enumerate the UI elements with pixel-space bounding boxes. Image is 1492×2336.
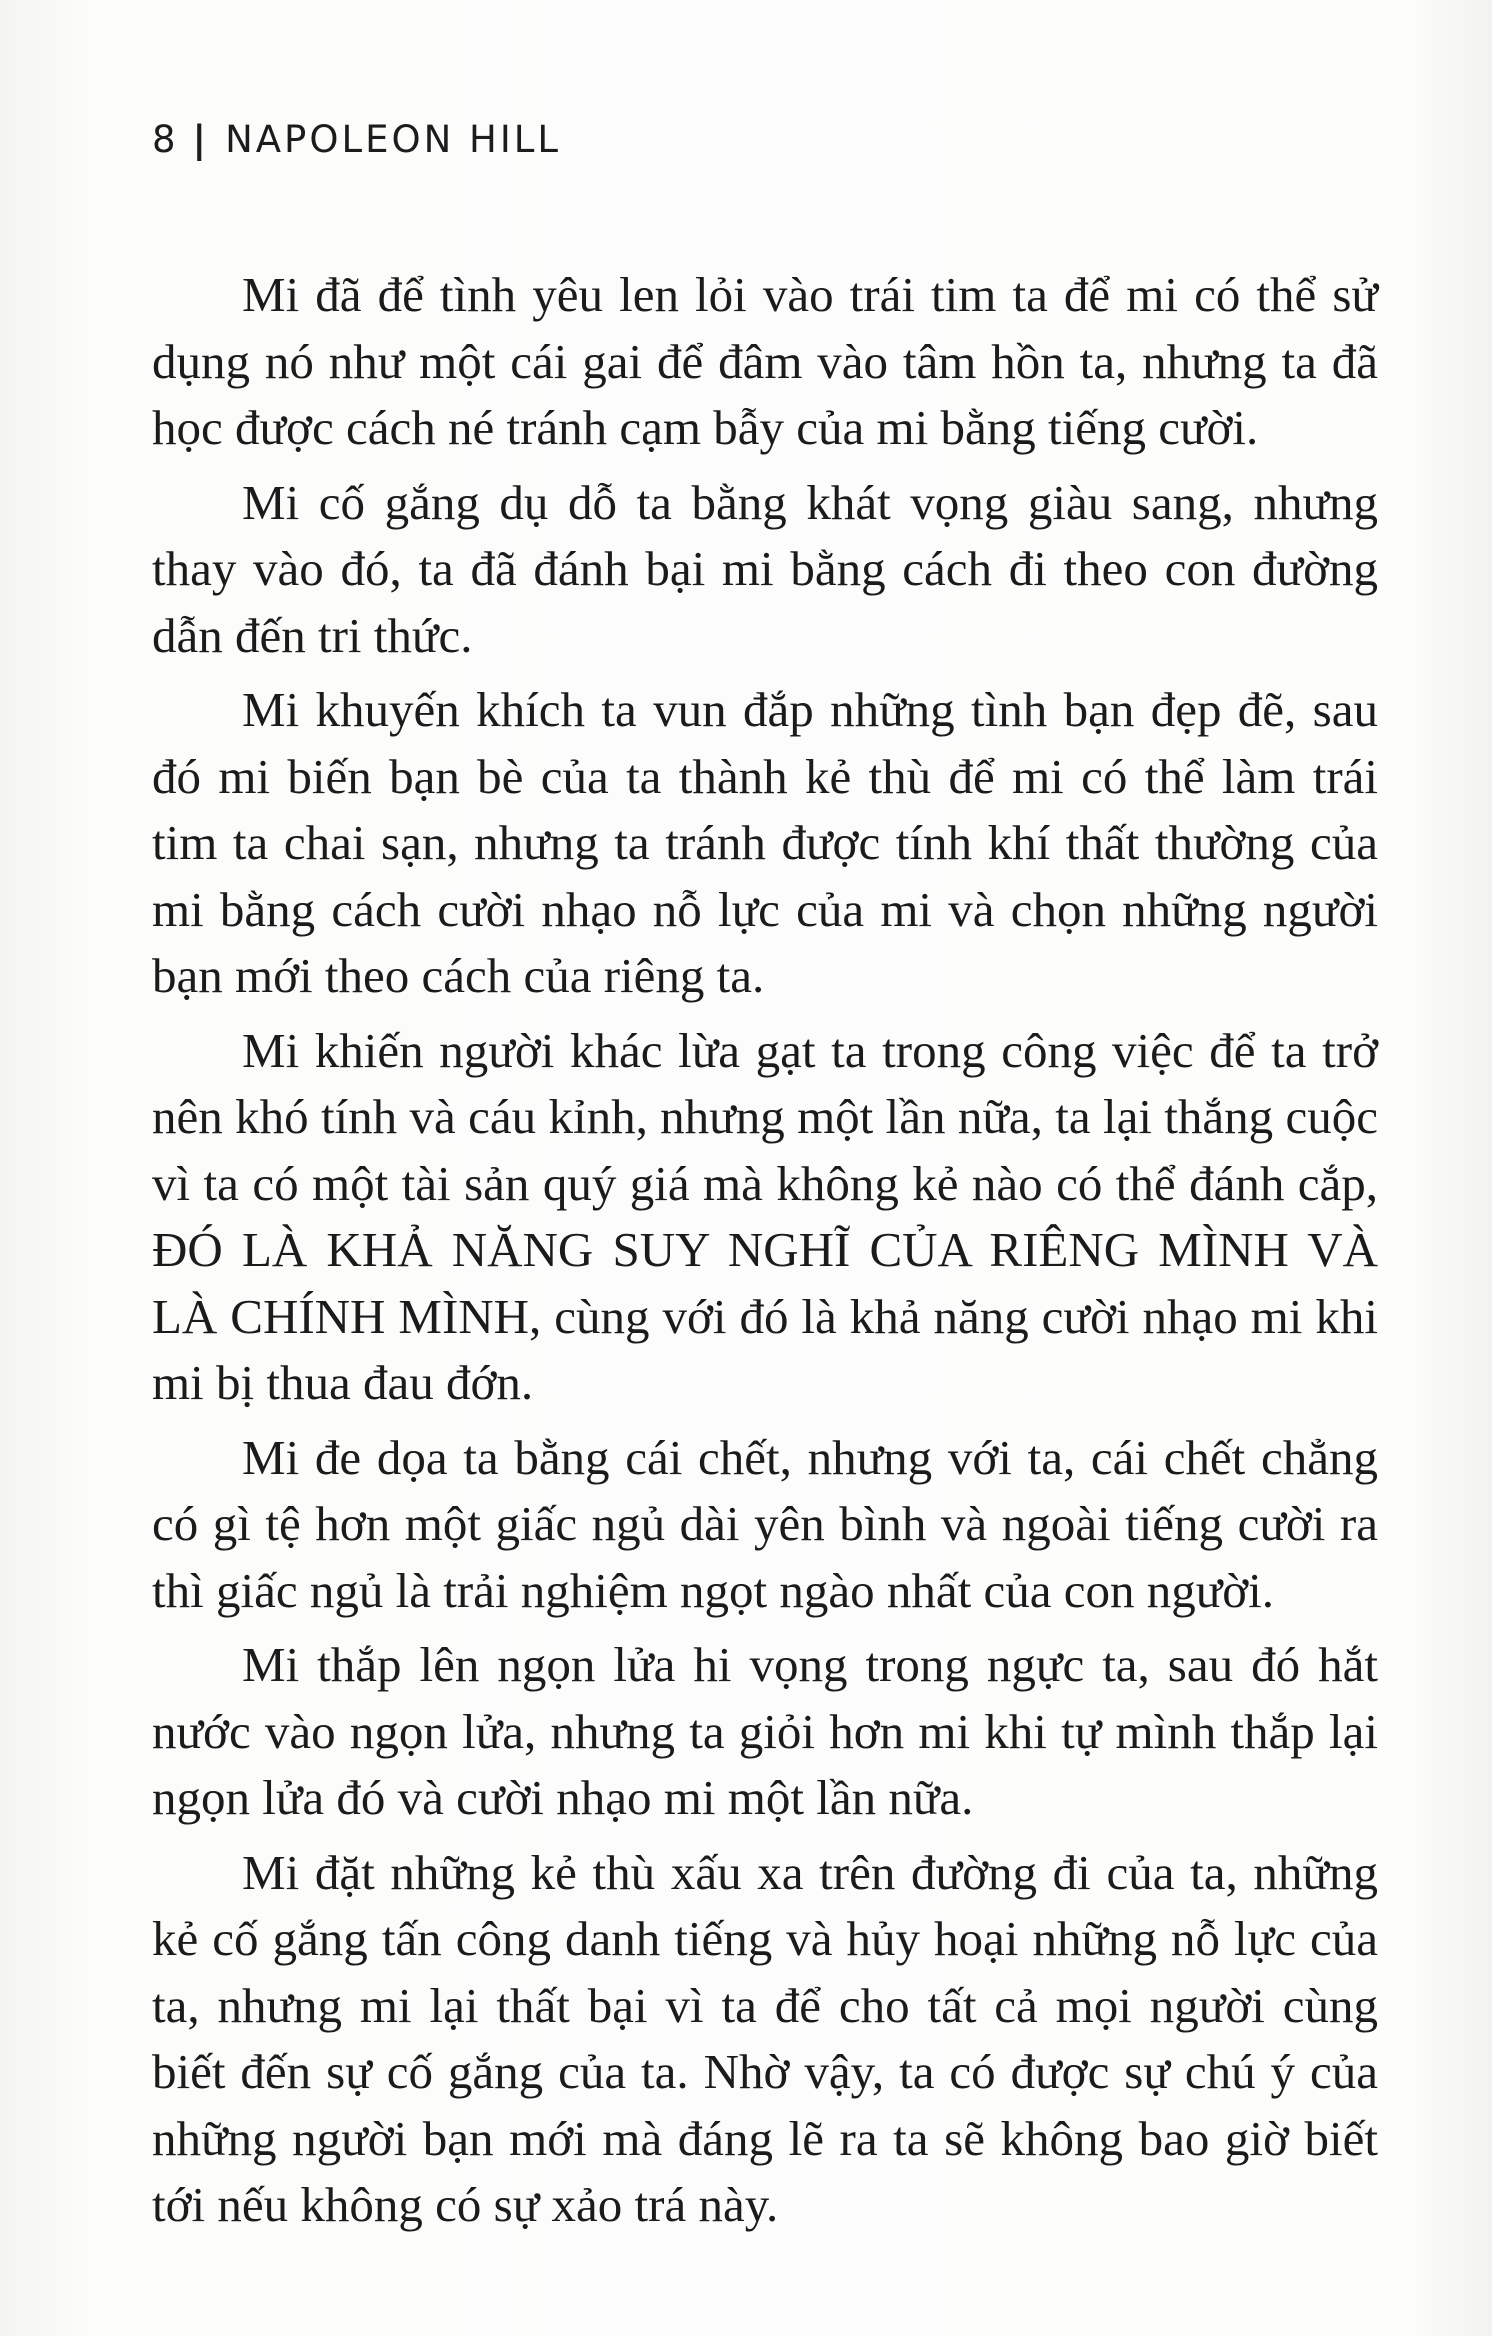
paragraph-death: Mi đe dọa ta bằng cái chết, nhưng với ta, cái chết chẳng có gì tệ hơn một giấc ngủ dài yên bình và ngoài tiếng cười ra thì giấc ngủ là trải nghiệm ngọt ngào nhất của con người. (152, 1429, 1378, 1618)
paragraph-enemies: Mi đặt những kẻ thù xấu xa trên đường đi của ta, những kẻ cố gắng tấn công danh tiếng và hủy hoại những nỗ lực của ta, nhưng mi lại thất bại vì ta để cho tất cả mọi người cùng biết đến sự cố gắng của ta. Nhờ vậy, ta có được sự chú ý của những người bạn mới mà đáng lẽ ra ta sẽ không bao giờ biết tới nếu không có sự xảo trá này. (152, 1844, 1378, 2232)
paragraph-love: Mi đã để tình yêu len lỏi vào trái tim ta để mi có thể sử dụng nó như một cái gai để đâm vào tâm hồn ta, nhưng ta đã học được cách né tránh cạm bẫy của mi bằng tiếng cười. (152, 267, 1378, 455)
paragraph-wealth: Mi cố gắng dụ dỗ ta bằng khát vọng giàu sang, nhưng thay vào đó, ta đã đánh bại mi bằng cách đi theo con đường dẫn đến tri thức. (152, 474, 1378, 663)
paragraph-friendship: Mi khuyến khích ta vun đắp những tình bạn đẹp đẽ, sau đó mi biến bạn bè của ta thành kẻ thù để mi có thể làm trái tim ta chai sạn, nhưng ta tránh được tính khí thất thường của mi bằng cách cười nhạo nỗ lực của mi và chọn những người bạn mới theo cách của riêng ta. (152, 682, 1378, 1003)
body-text (152, 262, 1378, 2247)
paragraph-deception: Mi khiến người khác lừa gạt ta trong công việc để ta trở nên khó tính và cáu kỉnh, nhưng một lần nữa, ta lại thắng cuộc vì ta có một tài sản quý giá mà không kẻ nào có thể đánh cắp, ĐÓ LÀ KHẢ NĂNG SUY NGHĨ CỦA RIÊNG MÌNH VÀ LÀ CHÍNH MÌNH, cùng với đó là khả năng cười nhạo mi khi mi bị thua đau đớn. (152, 1022, 1378, 1410)
page-number: 8 (152, 118, 179, 161)
running-header (152, 118, 561, 161)
author-name: NAPOLEON HILL (225, 118, 562, 161)
header-separator: | (192, 118, 210, 161)
paragraph-hope: Mi thắp lên ngọn lửa hi vọng trong ngực ta, sau đó hắt nước vào ngọn lửa, nhưng ta giỏi hơn mi khi tự mình thắp lại ngọn lửa đó và cười nhạo mi một lần nữa. (152, 1637, 1378, 1825)
